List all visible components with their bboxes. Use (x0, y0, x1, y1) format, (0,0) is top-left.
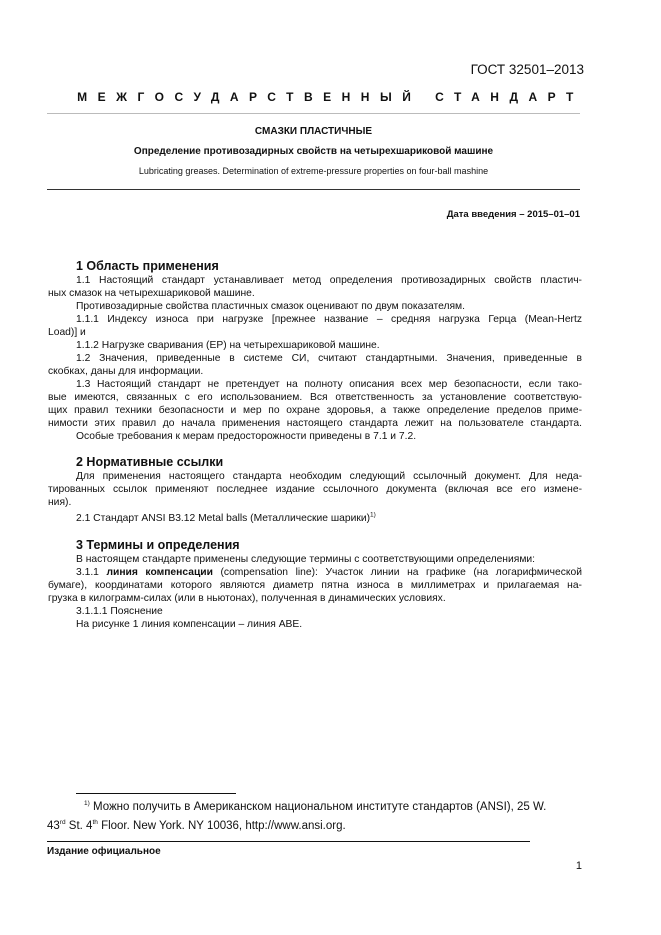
official-edition-label: Издание официальное (47, 846, 161, 857)
section-1-body (48, 274, 582, 443)
text-line: 1.2 Значения, приведенные в системе СИ, считают стандартными. Значения, приведенные в (76, 353, 582, 364)
reference-item (76, 512, 376, 525)
section-1-heading: 1 Область применения (76, 259, 219, 273)
standard-type-banner: МЕЖГОСУДАРСТВЕННЫЙ СТАНДАРТ (77, 90, 584, 104)
text-line: нимости этих правил до начала применения настоящего стандарта лежит на пользователе стандарта. (48, 418, 582, 429)
footnote (47, 798, 587, 836)
text-line: ния). (48, 497, 72, 508)
footnote-text: St. 4 (68, 820, 93, 832)
section-2-heading: 2 Нормативные ссылки (76, 455, 224, 469)
page-number: 1 (575, 860, 582, 872)
footnote-line-1 (47, 798, 587, 817)
text-line: Особые требования к мерам предосторожности приведены в 7.1 и 7.2. (76, 431, 417, 442)
introduction-date: Дата введения – 2015–01–01 (446, 209, 580, 220)
term-line (76, 566, 582, 579)
text-line: грузка в килограмм-силах (или в ньютонах), полученная в динамических условиях. (48, 593, 446, 604)
gost-code: ГОСТ 32501–2013 (470, 62, 584, 77)
footnote-reference: 1) (370, 511, 376, 519)
footnote-line-2 (47, 817, 587, 836)
header-divider (47, 113, 580, 114)
term-definition (48, 566, 582, 605)
section-2-body (48, 470, 582, 509)
reference-text: 2.1 Стандарт ANSI B3.12 Metal balls (Металлические шарики) (76, 513, 371, 524)
text-line: 1.3 Настоящий стандарт не претендует на полноту описания всех мер безопасности, если тако- (76, 379, 582, 390)
document-title-english: Lubricating greases. Determination of extreme-pressure properties on four-ball mashine (138, 166, 489, 176)
term-text: (compensation line): Участок линии на графике (на логарифмической (220, 567, 582, 578)
text-line: 1.1.1 Индексу износа при нагрузке [прежнее название – средняя нагрузка Герца (Mean-Hertz (76, 314, 582, 325)
text-line: Противозадирные свойства пластичных смазок оценивают по двум показателям. (76, 301, 465, 312)
note-title: 3.1.1.1 Пояснение (76, 606, 163, 617)
title-divider (47, 189, 580, 190)
text-line: бумаге), координатами которого являются диаметр пятна износа в миллиметрах и прилагаемая на- (48, 580, 582, 591)
text-line: вые имеются, связанных с его использованием. Вся ответственность за установление соответствую- (48, 392, 582, 403)
text-line: Load)] и (48, 327, 86, 338)
superscript: rd (59, 819, 66, 827)
footnote-text: Можно получить в Американском национальном институте стандартов (ANSI), 25 W. (92, 801, 547, 813)
section-3-heading: 3 Термины и определения (76, 538, 240, 552)
section-3-intro: В настоящем стандарте применены следующие термины с соответствующими определениями: (76, 554, 536, 565)
official-divider (47, 841, 530, 842)
document-subtitle: Определение противозадирных свойств на четырехшариковой машине (133, 146, 494, 157)
footnote-text: Floor. New York. NY 10036, http://www.ansi.org. (101, 820, 346, 832)
text-line: щих правил техники безопасности и мер по охране здоровья, а также определение пределов приме- (48, 405, 582, 416)
footnote-divider (76, 793, 236, 794)
text-line: тированных ссылок применяют последнее издание ссылочного документа (включая все его измене- (48, 484, 582, 495)
footnote-mark: 1) (84, 800, 90, 808)
text-line: Для применения настоящего стандарта необходим следующий ссылочный документ. Для неда- (76, 471, 582, 482)
superscript: th (92, 819, 98, 827)
document-title: СМАЗКИ ПЛАСТИЧНЫЕ (254, 126, 373, 137)
footnote-text: 43 (47, 820, 60, 832)
note-text: На рисунке 1 линия компенсации – линия ABE. (76, 619, 303, 630)
term-number: 3.1.1 (76, 567, 99, 578)
term-name: линия компенсации (106, 567, 213, 578)
text-line: 1.1.2 Нагрузке сваривания (EP) на четырехшариковой машине. (76, 340, 380, 351)
text-line: скобках, даны для информации. (48, 366, 204, 377)
text-line: 1.1 Настоящий стандарт устанавливает метод определения противозадирных свойств пластич- (76, 275, 582, 286)
text-line: ных смазок на четырехшариковой машине. (48, 288, 255, 299)
